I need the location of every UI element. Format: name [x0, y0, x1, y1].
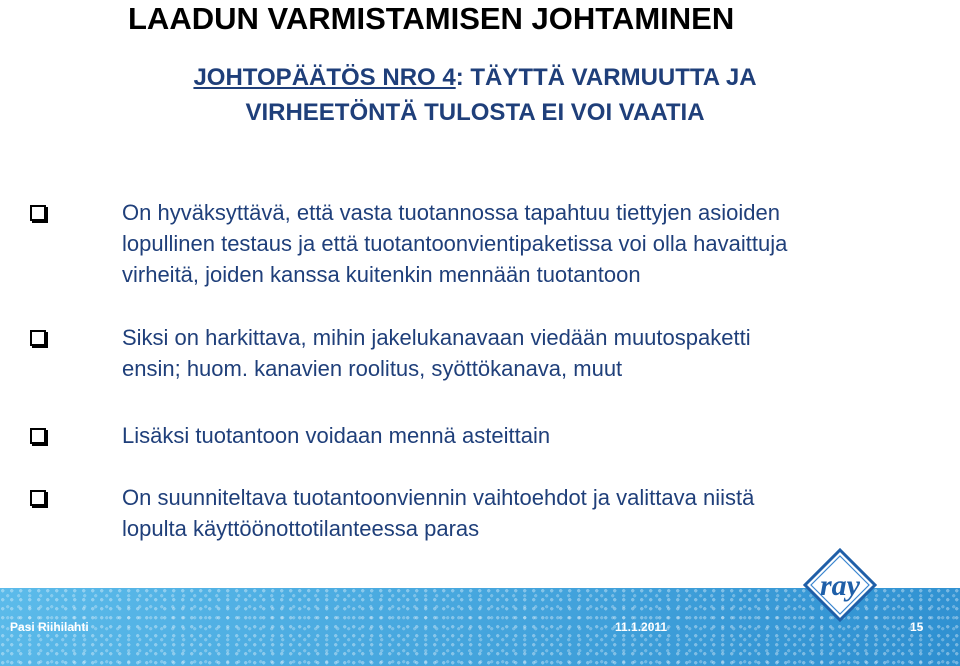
slide-subtitle [110, 60, 840, 130]
checkbox-icon [30, 330, 46, 346]
bullet-line: Lisäksi tuotantoon voidaan mennä asteittain [122, 423, 551, 448]
ray-logo [803, 548, 877, 622]
footer-date: 11.1.2011 [615, 620, 668, 634]
logo-text: ray [820, 569, 860, 602]
slide-title: LAADUN VARMISTAMISEN JOHTAMINEN [128, 1, 735, 36]
bullet-line: ensin; huom. kanavien roolitus, syöttökanava, muut [122, 356, 623, 381]
subtitle-line-1 [110, 60, 840, 95]
bullet-line: virheitä, joiden kanssa kuitenkin mennään tuotantoon [122, 262, 641, 287]
bullet-text [122, 322, 922, 384]
bullet-line: Siksi on harkittava, mihin jakelukanavaan viedään muutospaketti [122, 325, 751, 350]
bullet-text [122, 482, 922, 544]
checkbox-icon [30, 205, 46, 221]
bullet-text [122, 420, 922, 451]
checkbox-icon [30, 428, 46, 444]
bullet-line: On hyväksyttävä, että vasta tuotannossa tapahtuu tiettyjen asioiden [122, 200, 780, 225]
subtitle-underlined-label: JOHTOPÄÄTÖS NRO 4 [193, 64, 456, 91]
footer-author: Pasi Riihilahti [10, 620, 89, 634]
checkbox-icon [30, 490, 46, 506]
bullet-line: lopulta käyttöönottotilanteessa paras [122, 516, 480, 541]
subtitle-line-1-rest: : TÄYTTÄ VARMUUTTA JA [455, 64, 757, 91]
page-number: 15 [910, 620, 924, 634]
subtitle-line-2: VIRHEETÖNTÄ TULOSTA EI VOI VAATIA [245, 99, 705, 126]
bullet-text [122, 197, 922, 290]
bullet-line: lopullinen testaus ja että tuotantoonvientipaketissa voi olla havaittuja [122, 231, 788, 256]
bullet-line: On suunniteltava tuotantoonviennin vaihtoehdot ja valittava niistä [122, 485, 755, 510]
